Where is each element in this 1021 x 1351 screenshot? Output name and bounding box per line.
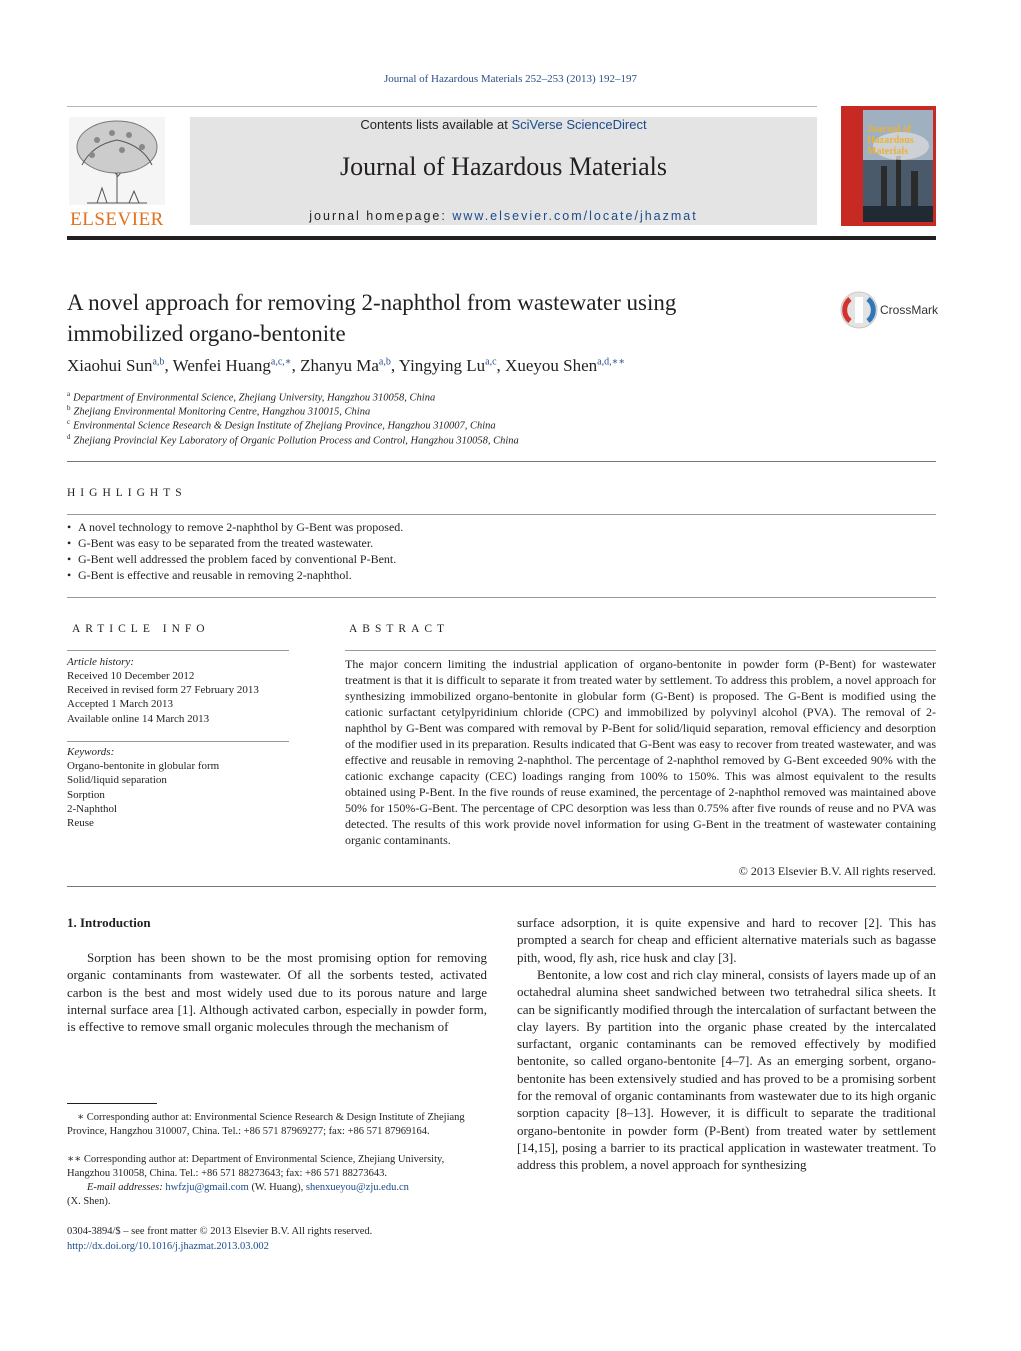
footnote-corresponding-1: ∗ Corresponding author at: Environmental Science Research & Design Institute of Zhejiang Province, Hangzhou 310007, China. Tel.: +86 571 87969277; fax: +86 571 87969164. (67, 1112, 465, 1137)
abstract-heading: ABSTRACT (349, 623, 450, 635)
email-label: E-mail addresses: (87, 1182, 166, 1193)
author-list (67, 356, 625, 376)
article-title-line-1: A novel approach for removing 2-naphthol from wastewater using (67, 290, 677, 315)
homepage-line (190, 209, 817, 223)
intro-paragraph-2: Bentonite, a low cost and rich clay mineral, consists of layers made up of an octahedral alumina sheet sandwiched between two tetrahedral silica sheets. It can be significantly modified through the intercalation of surfactant between the clay layers. By partition into the organic phase created by the intercalated surfactant, organic contaminants can be removed effectively by modified bentonite, so called organo-bentonite [4–7]. As an emerging sorbent, organo-bentonite has been extensively studied and has proved to be a promising sorbent for the removal of organic contaminants from wastewater due to its high organic sorption capacity [8–13]. However, it is difficult to separate the traditional organo-bentonite in powder form (P-Bent) from treated water by settlement [14,15], posing a barrier to its practical application in wastewater treatment. To address this problem, a novel approach for synthesizing (517, 967, 936, 1173)
history-label: Article history: (67, 656, 134, 668)
keywords-label: Keywords: (67, 746, 115, 758)
homepage-prefix: journal homepage: (309, 209, 453, 223)
affiliation-b: $^b$ Zhejiang Environmental Monitoring Centre, Hangzhou 310015, China (67, 404, 371, 418)
author-1: Xiaohui Sun$^{a,b}$, (67, 356, 173, 375)
author-4: Yingying Lu$^{a,c}$, (398, 356, 506, 375)
sciencedirect-link[interactable]: SciVerse ScienceDirect (511, 117, 647, 132)
affiliation-c: $^c$ Environmental Science Research & Design Institute of Zhejiang Province, Hangzhou 310007, China (67, 418, 496, 432)
section-heading-introduction: 1. Introduction (67, 915, 151, 930)
affiliation-d: $^d$ Zhejiang Provincial Key Laboratory of Organic Pollution Process and Control, Hangzhou 310058, China (67, 433, 519, 447)
footnote-divider (67, 1103, 157, 1104)
author-5: Xueyou Shen$^{a,d,∗∗}$ (505, 356, 626, 375)
contents-prefix: Contents lists available at (360, 117, 512, 132)
highlights-top-rule (67, 514, 936, 515)
email-link-huang[interactable]: hwfzju@gmail.com (165, 1182, 249, 1193)
email-who-huang: (W. Huang), (248, 1182, 306, 1193)
highlight-item: • G-Bent well addressed the problem faced by conventional P-Bent. (67, 552, 397, 566)
doi-link[interactable]: http://dx.doi.org/10.1016/j.jhazmat.2013.03.002 (67, 1241, 269, 1252)
email-who-shen: (X. Shen). (67, 1196, 111, 1207)
cover-title: Journal of Hazardous Materials (867, 124, 914, 157)
highlight-item: • G-Bent is effective and reusable in removing 2-naphthol. (67, 568, 352, 582)
footnote-emails (67, 1181, 487, 1209)
affiliations-divider (67, 461, 936, 462)
journal-title: Journal of Hazardous Materials (339, 152, 668, 181)
abstract-bottom-rule (67, 886, 936, 887)
crossmark-label: CrossMark (880, 303, 939, 317)
highlights-heading: HIGHLIGHTS (67, 487, 187, 499)
abstract-text: The major concern limiting the industrial application of organo-bentonite in powder form (P-Bent) for wastewater treatment is that it is difficult to separate it from treated water by settlement. To address this problem, a novel approach for synthesizing immobilized organo-bentonite in globular form (G-Bent) is proposed. The G-Bent is modified using the cationic surfactant cetylpyridinium chloride (CPC) and immobilized by polyvinyl alcohol (PVA). The removal of 2-naphthol by G-Bent was compared with removal by P-Bent for solid/liquid separation, removal efficiency and desorption of the modifier used in its preparation. Results indicated that G-Bent was easy to recover from treated wastewater, and was effective and reusable in removing 2-naphthol. The percentage of 2-naphthol removed by G-Bent exceeded 90% with the cationic exchange capacity (CEC) loadings ranging from 100% to 150%. This was almost equivalent to the results obtained using P-Bent. In the five rounds of reuse examined, the percentage of 2-naphthol removed was maintained above 50% for 150%-G-Bent. The percentage of CPC desorption was less than 0.75% after five rounds of reuse and no PVA was detected. The results of this work provide novel information for using G-Bent in the treatment of wastewater containing organic contaminants. (345, 657, 936, 847)
abstract-rule (345, 650, 936, 651)
journal-cover (841, 106, 936, 226)
elsevier-wordmark: ELSEVIER (70, 209, 164, 230)
author-3: Zhanyu Ma$^{a,b}$, (300, 356, 399, 375)
keywords-rule (67, 741, 289, 742)
history-received: Received 10 December 2012 (67, 670, 195, 682)
abstract-copyright: © 2013 Elsevier B.V. All rights reserved. (738, 864, 936, 878)
homepage-link[interactable]: www.elsevier.com/locate/jhazmat (452, 209, 698, 223)
crossmark-icon (840, 291, 878, 329)
keyword: Organo-bentonite in globular form (67, 760, 220, 772)
history-online: Available online 14 March 2013 (67, 713, 210, 725)
article-title-line-2: immobilized organo-bentonite (67, 321, 346, 346)
header-thick-rule (67, 236, 936, 240)
contents-line (190, 117, 817, 132)
history-accepted: Accepted 1 March 2013 (67, 698, 173, 710)
affiliation-a: $^a$ Department of Environmental Science, Zhejiang University, Hangzhou 310058, China (67, 390, 436, 404)
keyword: Reuse (67, 817, 94, 829)
keyword: Solid/liquid separation (67, 774, 167, 786)
issn-line: 0304-3894/$ – see front matter © 2013 Elsevier B.V. All rights reserved. (67, 1226, 373, 1237)
article-info-rule (67, 650, 289, 651)
article-title (67, 287, 807, 349)
author-2: Wenfei Huang$^{a,c,∗}$, (172, 356, 301, 375)
intro-paragraph-1: Sorption has been shown to be the most promising option for removing organic contaminants from wastewater. Of all the sorbents tested, activated carbon is the best and most widely used due to its porous nature and large internal surface area [1]. Although activated carbon, especially in powder form, is effective to remove small organic molecules through the mechanism of (67, 950, 487, 1035)
highlight-item: • A novel technology to remove 2-naphthol by G-Bent was proposed. (67, 520, 404, 534)
elsevier-logo (67, 115, 167, 231)
history-revised: Received in revised form 27 February 2013 (67, 684, 259, 696)
article-info-heading: ARTICLE INFO (72, 623, 210, 635)
journal-citation[interactable]: Journal of Hazardous Materials 252–253 (2013) 192–197 (384, 73, 637, 85)
highlight-item: • G-Bent was easy to be separated from the treated wastewater. (67, 536, 374, 550)
keyword: Sorption (67, 789, 105, 801)
header-divider (67, 106, 817, 107)
email-link-shen[interactable]: shenxueyou@zju.edu.cn (305, 1182, 409, 1193)
highlights-bottom-rule (67, 597, 936, 598)
keyword: 2-Naphthol (67, 803, 118, 815)
crossmark-badge[interactable] (840, 291, 940, 331)
footnote-corresponding-2: ∗∗ Corresponding author at: Department of Environmental Science, Zhejiang University, Hangzhou 310058, China. Tel.: +86 571 88273643; fax: +86 571 88273643. (67, 1154, 445, 1179)
intro-paragraph-1-cont: surface adsorption, it is quite expensive and hard to recover [2]. This has prompted a search for cheap and efficient alternative materials such as bagasse pith, wood, fly ash, rice husk and clay [3]. (517, 915, 936, 965)
